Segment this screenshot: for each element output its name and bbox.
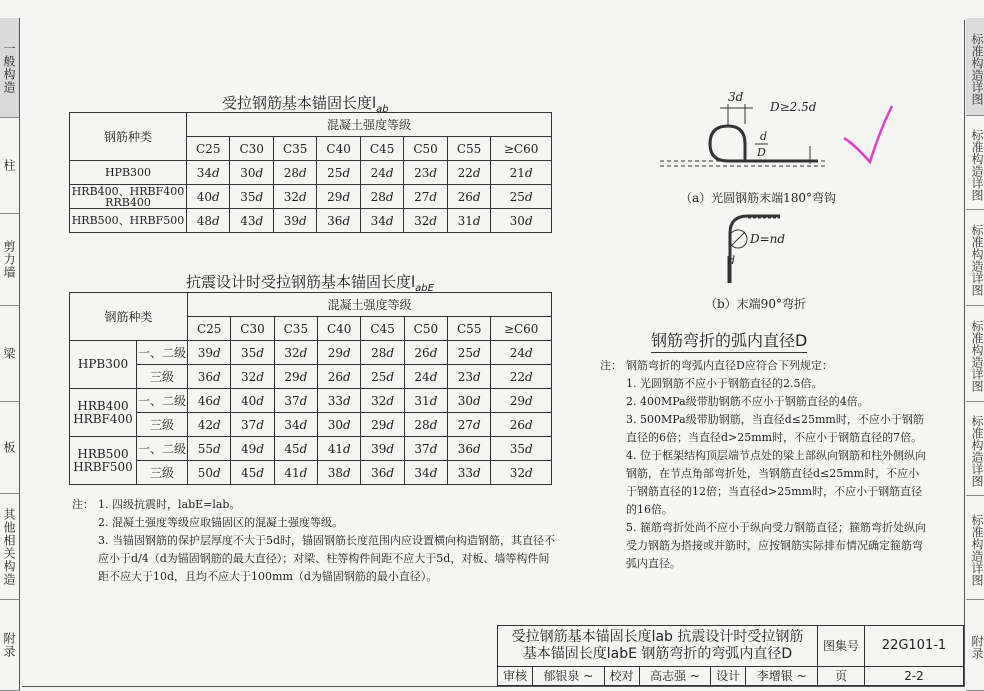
table-cell: 32d (361, 389, 404, 413)
table-cell: 36d (188, 365, 231, 389)
table-cell: 27d (448, 413, 491, 437)
table-cell: 28d (404, 413, 447, 437)
grade-header: C30 (230, 137, 273, 161)
table-cell: 40d (231, 389, 274, 413)
table-cell: 37d (404, 437, 447, 461)
group-header: 混凝土强度等级 (187, 113, 552, 137)
group-header: 混凝土强度等级 (188, 293, 552, 317)
table-cell: 33d (318, 389, 361, 413)
table-cell: 26d (491, 413, 552, 437)
table-cell: 25d (491, 185, 552, 209)
check-mark-icon (840, 100, 900, 170)
note-item: 4. 位于框架结构顶层端节点处的梁上部纵向钢筋和柱外侧纵向钢筋，在节点角部弯折处，当钢筋直径d≤25mm时，不应小于钢筋直径的12倍；当直径d>25mm时，不应小于钢筋直径的16倍。 (626, 449, 926, 516)
table-row (70, 365, 552, 389)
table-row (70, 185, 552, 209)
right-tab-0[interactable]: 标准构造详图 (966, 18, 984, 116)
table-cell: 39d (188, 341, 231, 365)
note-prefix: 注： (600, 359, 622, 372)
table-row (70, 389, 552, 413)
left-tab-6[interactable]: 附录 (0, 600, 20, 691)
note-text: 3. 当锚固钢筋的保护层厚度不大于5d时，锚固钢筋长度范围内应设置横向构造钢筋，其直径不应小于d/4（d为锚固钢筋的最大直径）；对梁、柱等构件间距不应大于5d，对板、墙等构件间距不应大于10d，且均不应大于100mm（d为锚固钢筋的最小直径）。 (98, 534, 556, 583)
table-cell: 35d (230, 185, 273, 209)
grade-header: C40 (317, 137, 360, 161)
table-cell: 35d (491, 437, 552, 461)
table-row (70, 341, 552, 365)
table-cell: 28d (360, 185, 403, 209)
steel-type: HRB500 HRBF500 (70, 437, 137, 485)
table-cell: 34d (404, 461, 447, 485)
note-intro: 钢筋弯折的弯弧内直径D应符合下列规定： (626, 359, 833, 372)
steel-type: HPB300 (70, 161, 187, 185)
figure-a-3d-label: 3d (728, 90, 744, 104)
left-tab-3[interactable]: 梁 (0, 306, 20, 402)
table-cell: 24d (404, 365, 447, 389)
right-tab-6[interactable]: 附录 (966, 600, 984, 691)
table-cell: 26d (404, 341, 447, 365)
figure-a-D-label: D≥2.5d (770, 100, 817, 114)
table-cell: 29d (361, 413, 404, 437)
steel-type: HRB400、HRBF400 RRB400 (70, 185, 187, 209)
figure-b-D-label: D=nd (750, 232, 786, 246)
notes-right (600, 357, 930, 573)
table-cell: 22d (447, 161, 490, 185)
table-cell: 29d (491, 389, 552, 413)
table-cell: 41d (318, 437, 361, 461)
note-item: 1. 光圆钢筋不应小于钢筋直径的2.5倍。 (626, 377, 823, 390)
grade-header: C55 (447, 137, 490, 161)
note-item (72, 532, 556, 586)
table-cell: 32d (231, 365, 274, 389)
table-cell: 39d (361, 437, 404, 461)
table-cell: 40d (187, 185, 230, 209)
table-cell: 50d (188, 461, 231, 485)
table-cell: 37d (231, 413, 274, 437)
figure-a-d-label: d (760, 130, 768, 143)
table-cell: 45d (231, 461, 274, 485)
table-row (70, 461, 552, 485)
figure-b-bend-diagram (700, 208, 820, 288)
table-cell: 48d (187, 209, 230, 233)
grade-header: C55 (448, 317, 491, 341)
table-cell: 34d (274, 413, 317, 437)
table-cell: 36d (361, 461, 404, 485)
figure-b-caption: （b）末端90°弯折 (705, 297, 806, 311)
figure-a-caption: （a）光圆钢筋末端180°弯钩 (680, 191, 837, 205)
left-tab-2[interactable]: 剪力墙 (0, 214, 20, 306)
table-cell: 23d (404, 161, 447, 185)
table-cell: 31d (404, 389, 447, 413)
grade-header: C50 (404, 137, 447, 161)
note-text: 1. 四级抗震时，labE=lab。 (98, 498, 241, 511)
figure-a-D2-label: D (757, 146, 766, 159)
table-cell: 45d (274, 437, 317, 461)
grade-header: ≥C60 (491, 317, 552, 341)
seismic-anchorage-length-table (69, 292, 552, 485)
title-block-line1: 受拉钢筋基本锚固长度lab 抗震设计时受拉钢筋 (511, 628, 804, 645)
grade-header: C45 (360, 137, 403, 161)
right-section-title: 钢筋弯折的弧内直径D (651, 328, 807, 353)
table-row (70, 161, 552, 185)
table-cell: 30d (491, 209, 552, 233)
table-cell: 41d (274, 461, 317, 485)
table-cell: 28d (361, 341, 404, 365)
table-cell: 34d (360, 209, 403, 233)
note-item: 3. 500MPa级带肋钢筋，当直径d≤25mm时，不应小于钢筋直径的6倍；当直径d>25mm时，不应小于钢筋直径的7倍。 (626, 413, 924, 444)
table-cell: 32d (273, 185, 316, 209)
table-cell: 24d (491, 341, 552, 365)
steel-type: HRB500、HRBF500 (70, 209, 187, 233)
left-tab-5[interactable]: 其他相关构造 (0, 494, 20, 600)
note-text: 2. 混凝土强度等级应取锚固区的混凝土强度等级。 (98, 516, 343, 529)
table-cell: 29d (318, 341, 361, 365)
table-cell: 25d (448, 341, 491, 365)
seismic-level: 一、二级 (137, 389, 188, 413)
table2-title: 抗震设计时受拉钢筋基本锚固长度$l_{abE}$ (186, 273, 434, 294)
table-cell: 30d (318, 413, 361, 437)
right-tab-1[interactable]: 标准构造详图 (966, 116, 984, 210)
note-item (72, 514, 556, 532)
table-cell: 37d (274, 389, 317, 413)
seismic-level: 三级 (137, 461, 188, 485)
title-block (497, 625, 964, 686)
table-cell: 22d (491, 365, 552, 389)
figure-a-hook-diagram (650, 86, 850, 186)
table-cell: 28d (273, 161, 316, 185)
seismic-level: 三级 (137, 365, 188, 389)
table-cell: 24d (360, 161, 403, 185)
grade-header: C25 (188, 317, 231, 341)
seismic-level: 三级 (137, 413, 188, 437)
notes-left (72, 496, 556, 586)
table-cell: 25d (361, 365, 404, 389)
grade-header: C25 (187, 137, 230, 161)
table-cell: 49d (231, 437, 274, 461)
steel-type: HRB400 HRBF400 (70, 389, 137, 437)
right-tab-2[interactable]: 标准构造详图 (966, 210, 984, 306)
title-block-line2: 基本锚固长度labE 钢筋弯折的弯弧内直径D (522, 645, 793, 662)
table-row (70, 209, 552, 233)
table-cell: 34d (187, 161, 230, 185)
table-cell: 32d (404, 209, 447, 233)
note-item: 2. 400MPa级带肋钢筋不应小于钢筋直径的4倍。 (626, 395, 869, 408)
proof-label: 校对 (604, 666, 639, 685)
note-prefix (72, 514, 98, 532)
note-prefix (72, 532, 98, 586)
table-cell: 32d (491, 461, 552, 485)
table-cell: 26d (318, 365, 361, 389)
table-cell: 29d (274, 365, 317, 389)
design-label: 设计 (711, 666, 746, 685)
grade-header: C50 (404, 317, 447, 341)
table-cell: 38d (318, 461, 361, 485)
table1-title: 受拉钢筋基本锚固长度$l_{ab}$ (222, 94, 389, 115)
grade-header: C35 (273, 137, 316, 161)
table-cell: 25d (317, 161, 360, 185)
grade-header: ≥C60 (491, 137, 552, 161)
table-cell: 39d (273, 209, 316, 233)
table-cell: 26d (447, 185, 490, 209)
table-cell: 27d (404, 185, 447, 209)
seismic-level: 一、二级 (137, 437, 188, 461)
table-row (70, 437, 552, 461)
left-tab-0[interactable]: 一般构造 (0, 18, 20, 118)
left-tab-4[interactable]: 板 (0, 402, 20, 494)
anchorage-length-table (69, 112, 552, 233)
table-cell: 30d (230, 161, 273, 185)
table-row (70, 413, 552, 437)
atlas-label: 图集号 (818, 626, 865, 667)
note-item: 5. 箍筋弯折处尚不应小于纵向受力钢筋直径；箍筋弯折处纵向受力钢筋为搭接或并筋时，应按钢筋实际排布情况确定箍筋弯弧内直径。 (626, 521, 926, 570)
table-cell: 21d (491, 161, 552, 185)
table-cell: 43d (230, 209, 273, 233)
page-label: 页 (818, 666, 865, 685)
grade-header: C35 (274, 317, 317, 341)
grade-header: C40 (318, 317, 361, 341)
figure-b-d-label: d (728, 254, 736, 267)
table-cell: 35d (231, 341, 274, 365)
grade-header: C30 (231, 317, 274, 341)
table-cell: 32d (274, 341, 317, 365)
note-item (72, 496, 556, 514)
page-number: 2-2 (865, 666, 964, 685)
right-tab-4[interactable]: 标准构造详图 (966, 402, 984, 496)
table-cell: 36d (448, 437, 491, 461)
designer: 李增银 ~ (746, 666, 818, 685)
atlas-number: 22G101-1 (865, 626, 964, 667)
col-header: 钢筋种类 (70, 113, 187, 161)
table-cell: 23d (448, 365, 491, 389)
right-tab-5[interactable]: 标准构造详图 (966, 496, 984, 600)
review-label: 审核 (498, 666, 533, 685)
table-cell: 29d (317, 185, 360, 209)
right-tab-3[interactable]: 标准构造详图 (966, 306, 984, 402)
table-cell: 30d (448, 389, 491, 413)
table-cell: 42d (188, 413, 231, 437)
left-tab-1[interactable]: 柱 (0, 118, 20, 214)
reviewer: 郁银泉 ~ (533, 666, 605, 685)
table-cell: 33d (448, 461, 491, 485)
grade-header: C45 (361, 317, 404, 341)
steel-type: HPB300 (70, 341, 137, 389)
col-header: 钢筋种类 (70, 293, 188, 341)
table-cell: 46d (188, 389, 231, 413)
note-prefix: 注： (72, 498, 94, 511)
table-cell: 31d (447, 209, 490, 233)
table-cell: 55d (188, 437, 231, 461)
seismic-level: 一、二级 (137, 341, 188, 365)
table-cell: 36d (317, 209, 360, 233)
proofer: 高志强 ~ (639, 666, 711, 685)
